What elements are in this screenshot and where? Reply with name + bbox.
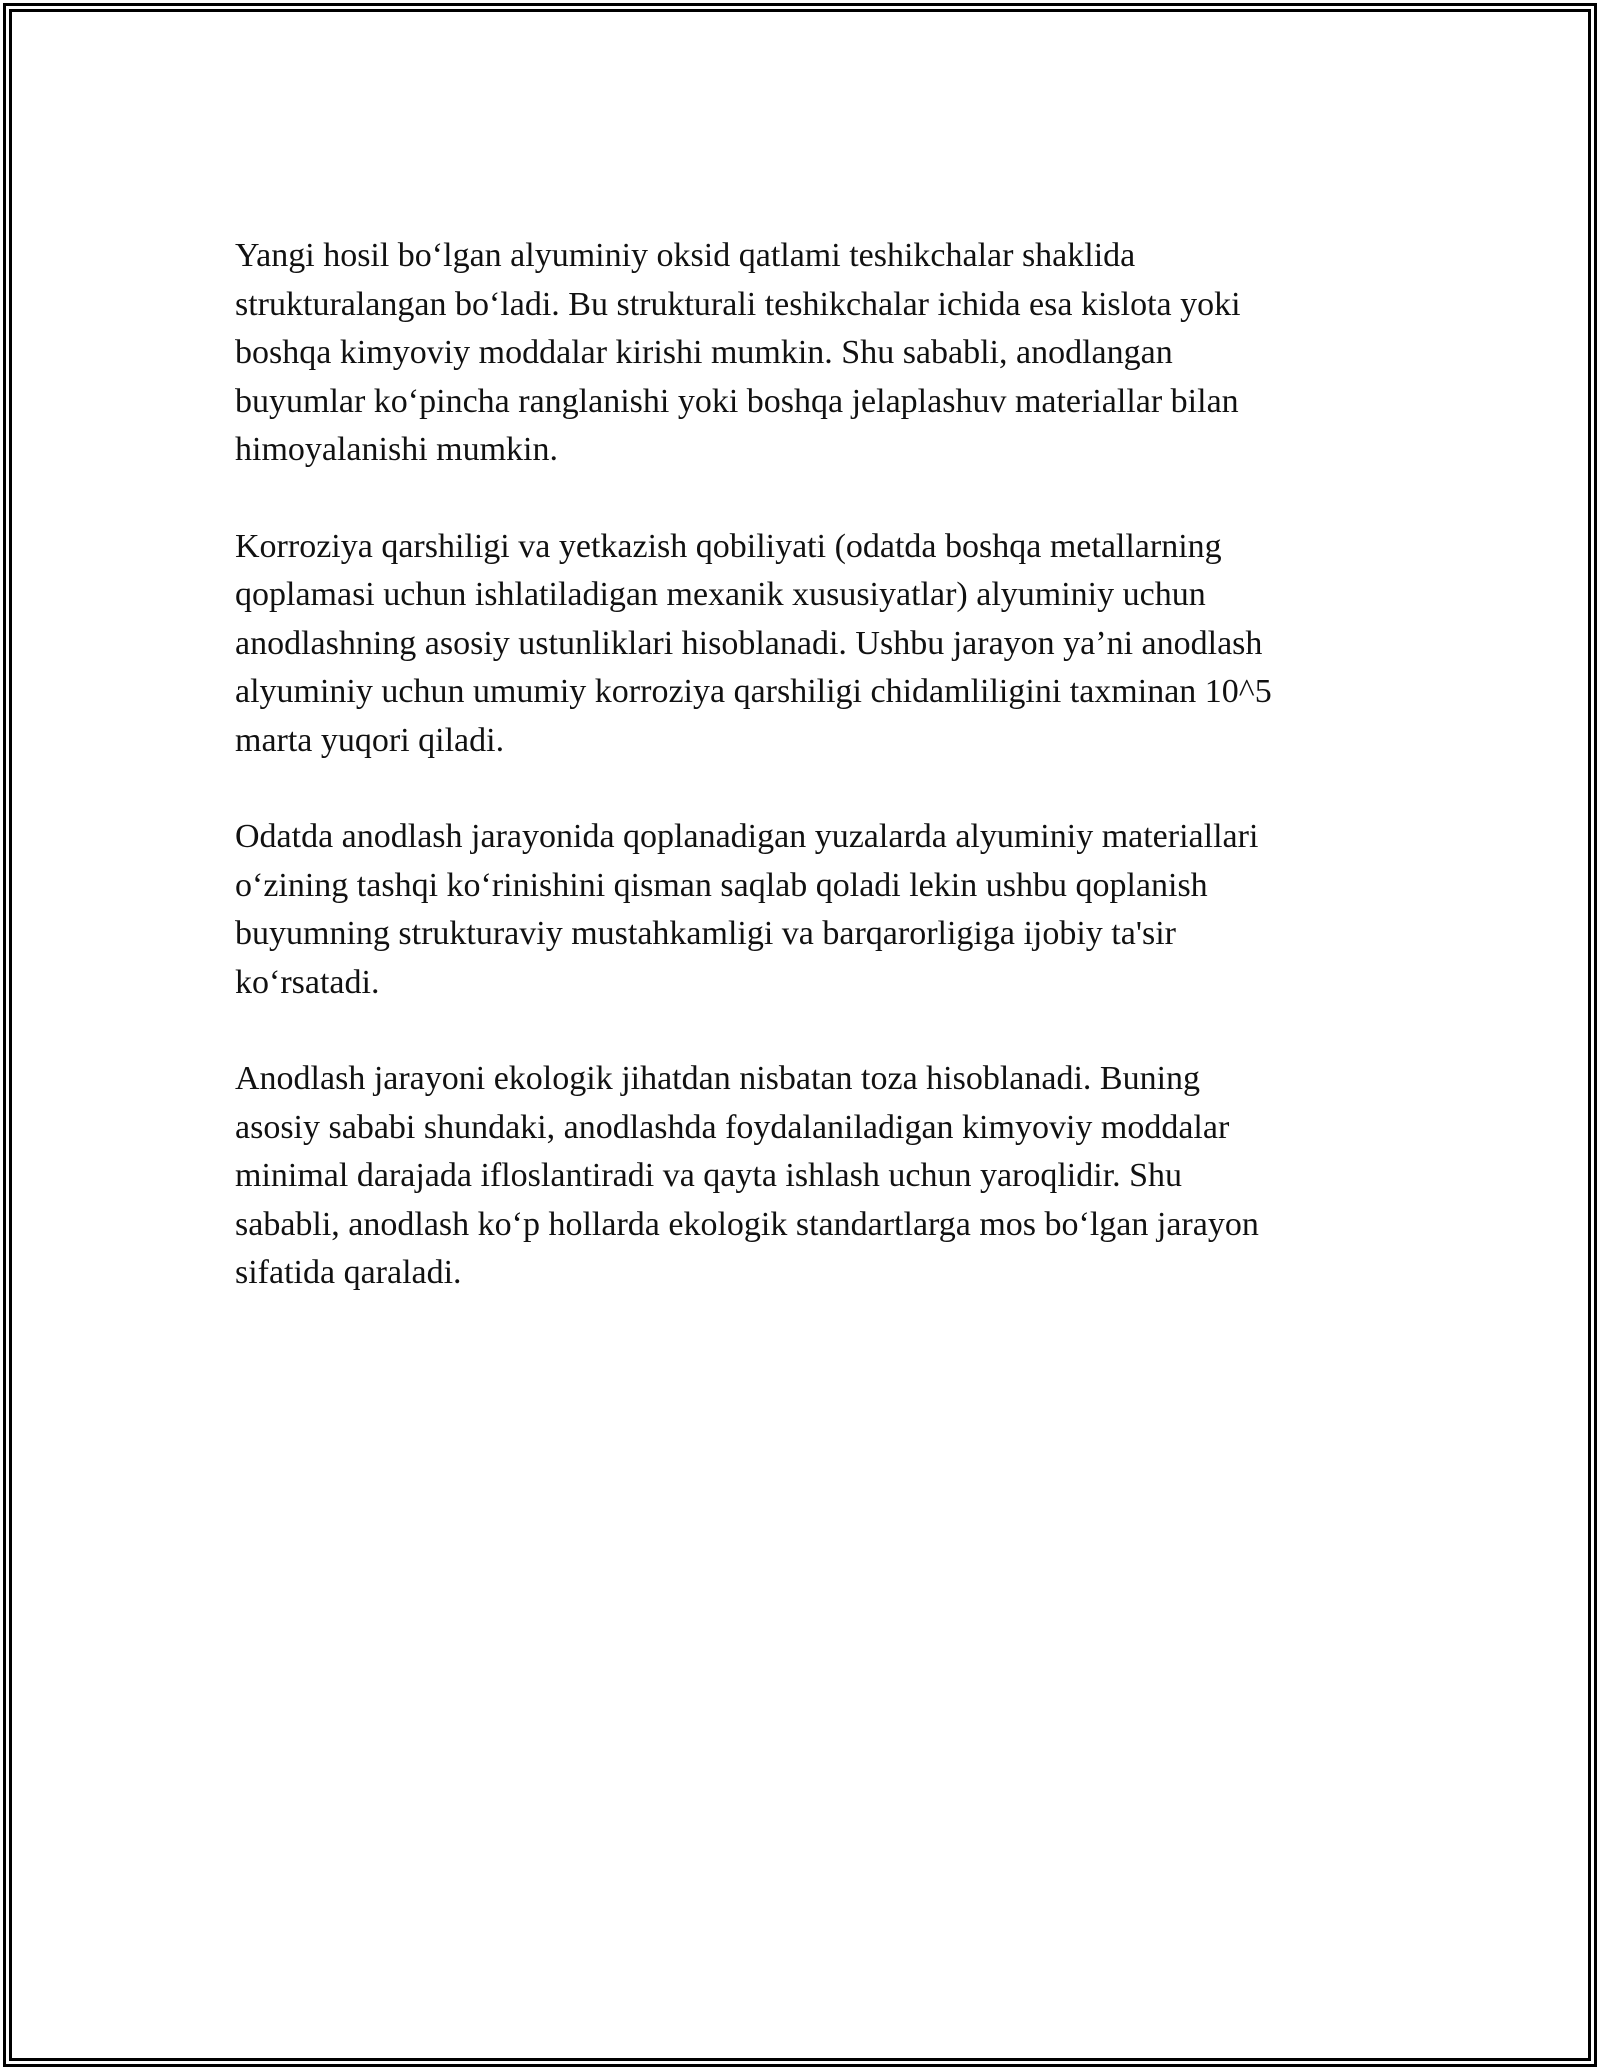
document-body [235, 232, 1375, 1346]
paragraph: Yangi hosil bo‘lgan alyuminiy oksid qatlami teshikchalar shaklida strukturalangan bo‘ladi. Bu strukturali teshikchalar ichida esa kislota yoki boshqa kimyoviy moddalar kirishi mumkin. Shu sababli, anodlangan buyumlar ko‘pincha ranglanishi yoki boshqa jelaplashuv materiallar bilan himoyalanishi mumkin. [235, 237, 1241, 468]
paragraph: Anodlash jarayoni ekologik jihatdan nisbatan toza hisoblanadi. Buning asosiy sababi shundaki, anodlashda foydalaniladigan kimyoviy moddalar minimal darajada ifloslantiradi va qayta ishlash uchun yaroqlidir. Shu sababli, anodlash ko‘p hollarda ekologik standartlarga mos bo‘lgan jarayon sifatida qaraladi. [235, 1060, 1259, 1291]
paragraph: Odatda anodlash jarayonida qoplanadigan yuzalarda alyuminiy materiallari o‘zining tashqi ko‘rinishini qisman saqlab qoladi lekin ushbu qoplanish buyumning strukturaviy mustahkamligi va barqarorligiga ijobiy ta'sir ko‘rsatadi. [235, 818, 1259, 1001]
paragraph: Korroziya qarshiligi va yetkazish qobiliyati (odatda boshqa metallarning qoplamasi uchun ishlatiladigan mexanik xususiyatlar) alyuminiy uchun anodlashning asosiy ustunliklari hisoblanadi. Ushbu jarayon ya’ni anodlash alyuminiy uchun umumiy korroziya qarshiligi chidamliligini taxminan 10^5 marta yuqori qiladi. [235, 527, 1272, 759]
